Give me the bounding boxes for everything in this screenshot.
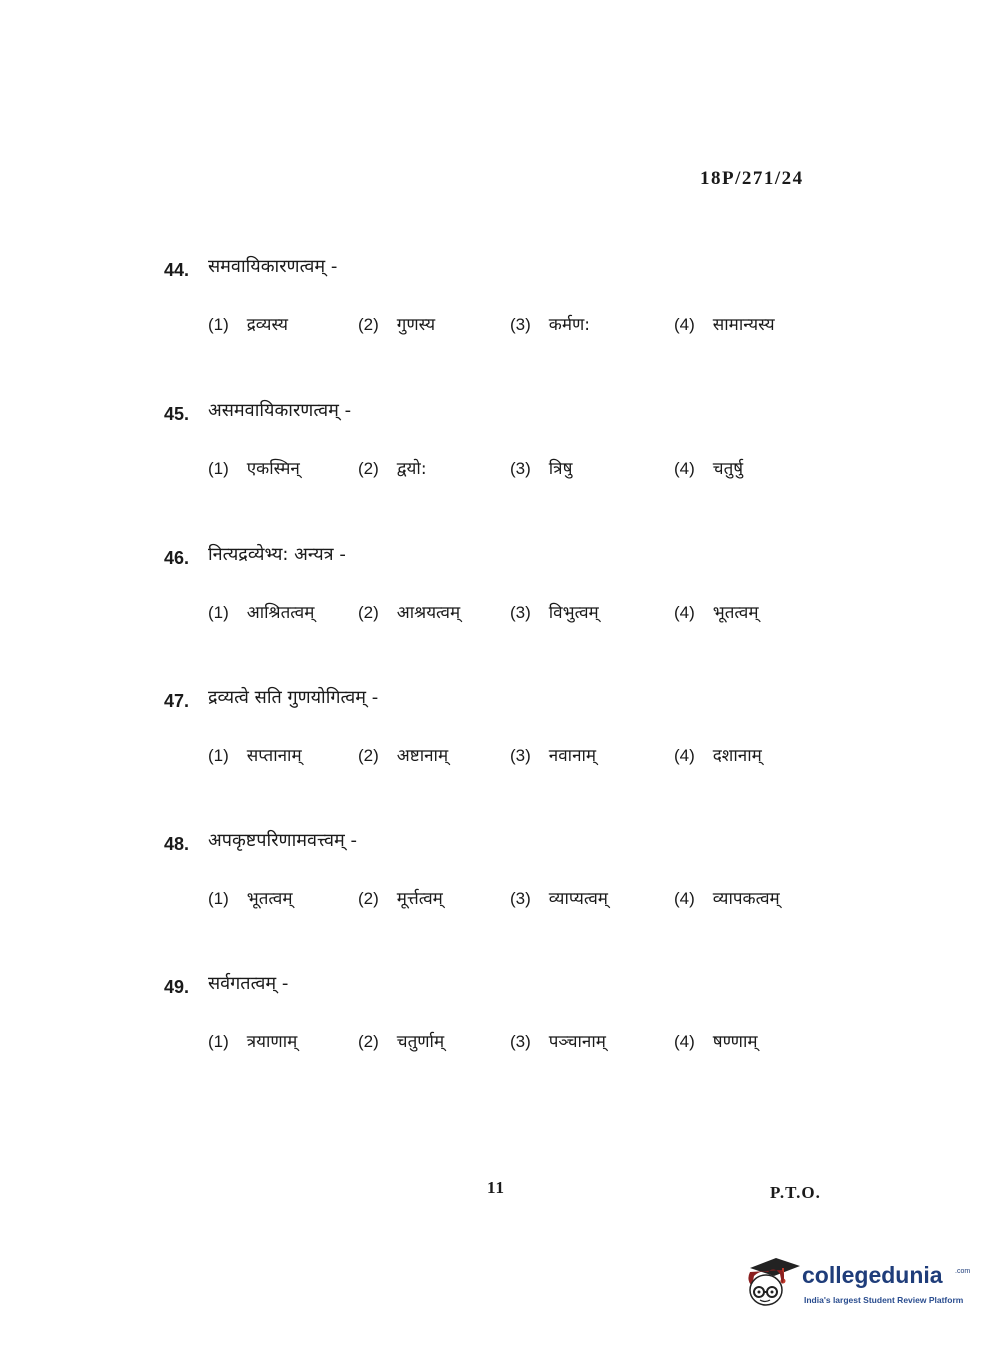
- option-1: (1) त्रयाणाम्: [208, 1032, 298, 1052]
- options-row: [164, 456, 864, 496]
- question-number: 49.: [164, 977, 190, 997]
- options-row: [164, 743, 864, 783]
- brand-tagline: India's largest Student Review Platform: [804, 1295, 964, 1305]
- option-3: (3) पञ्चानाम्: [510, 1032, 606, 1052]
- options-row: [164, 600, 864, 640]
- options-row: [164, 886, 864, 926]
- option-3: (3) त्रिषु: [510, 459, 573, 479]
- options-row: [164, 1029, 864, 1069]
- options-row: [164, 312, 864, 352]
- option-4: (4) दशानाम्: [674, 746, 762, 766]
- option-3: (3) विभुत्वम्: [510, 603, 599, 623]
- question-text: असमवायिकारणत्वम् -: [208, 400, 352, 421]
- option-1: (1) भूतत्वम्: [208, 889, 293, 909]
- question-number: 44.: [164, 260, 190, 280]
- option-2: (2) अष्टानाम्: [358, 746, 449, 766]
- option-4: (4) चतुर्षु: [674, 459, 744, 479]
- option-1: (1) सप्तानाम्: [208, 746, 302, 766]
- mascot-logo-icon: [742, 1254, 800, 1312]
- question-49: [164, 969, 864, 1069]
- option-2: (2) मूर्त्तत्वम्: [358, 889, 443, 909]
- question-number: 45.: [164, 404, 190, 424]
- question-44: [164, 252, 864, 352]
- question-46: [164, 540, 864, 640]
- option-4: (4) षण्णाम्: [674, 1032, 758, 1052]
- option-1: (1) एकस्मिन्: [208, 459, 300, 479]
- option-4: (4) सामान्यस्य: [674, 315, 775, 335]
- question-text: सर्वगतत्वम् -: [208, 973, 289, 994]
- question-45: [164, 396, 864, 496]
- question-number: 46.: [164, 548, 190, 568]
- question-text: समवायिकारणत्वम् -: [208, 256, 338, 277]
- option-3: (3) नवानाम्: [510, 746, 597, 766]
- option-2: (2) द्वयो:: [358, 459, 427, 479]
- option-2: (2) गुणस्य: [358, 315, 436, 335]
- option-1: (1) आश्रितत्वम्: [208, 603, 315, 623]
- question-text: नित्यद्रव्येभ्य: अन्यत्र -: [208, 544, 346, 565]
- option-4: (4) व्यापकत्वम्: [674, 889, 780, 909]
- question-47: [164, 683, 864, 783]
- paper-code: 18P/271/24: [700, 168, 804, 189]
- question-text: अपकृष्टपरिणामवत्त्वम् -: [208, 830, 357, 851]
- option-3: (3) व्याप्यत्वम्: [510, 889, 608, 909]
- option-4: (4) भूतत्वम्: [674, 603, 759, 623]
- question-number: 47.: [164, 691, 190, 711]
- collegedunia-watermark: [742, 1254, 972, 1312]
- option-2: (2) चतुर्णाम्: [358, 1032, 445, 1052]
- option-2: (2) आश्रयत्वम्: [358, 603, 461, 623]
- question-48: [164, 826, 864, 926]
- option-3: (3) कर्मण:: [510, 315, 591, 335]
- question-text: द्रव्यत्वे सति गुणयोगित्वम् -: [208, 687, 379, 708]
- option-1: (1) द्रव्यस्य: [208, 315, 288, 335]
- brand-dotcom: .com: [955, 1268, 971, 1275]
- pto-label: P.T.O.: [770, 1183, 821, 1202]
- brand-name: collegedunia: [802, 1262, 943, 1288]
- page-number: 11: [487, 1178, 506, 1197]
- question-number: 48.: [164, 834, 190, 854]
